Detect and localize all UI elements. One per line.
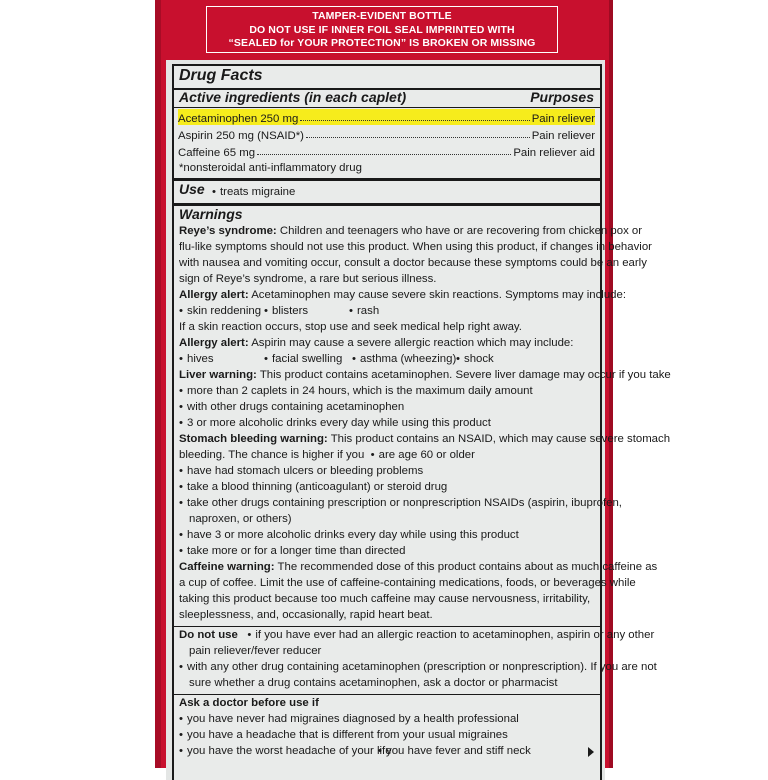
ingredient-purpose: Pain reliever: [531, 130, 595, 142]
ingredient-row: [178, 143, 595, 159]
allergy-alert-text: Acetaminophen may cause severe skin reactions. Symptoms may include:: [251, 289, 626, 301]
list-item: • 3 or more alcoholic drinks every day while using this product: [179, 416, 491, 432]
list-item: • hives: [179, 352, 214, 368]
allergy-alert-text: Aspirin may cause a severe allergic reaction which may include:: [251, 337, 574, 349]
stomach-warning-text: This product contains an NSAID, which may cause severe stomach: [330, 433, 671, 445]
divider: [174, 626, 600, 627]
do-not-use-line: [179, 628, 654, 644]
continue-arrow-icon: [588, 747, 594, 757]
banner-line: DO NOT USE IF INNER FOIL SEAL IMPRINTED WITH: [249, 23, 515, 36]
warning-line: flu-like symptoms should not use this product. When using this product, if changes in behavior: [179, 241, 652, 253]
list-item-cont: naproxen, or others): [189, 513, 292, 525]
leader-dots: [257, 154, 511, 155]
list-item: • take other drugs containing prescription or nonprescription NSAIDs (aspirin, ibuprofen,: [179, 496, 622, 512]
caffeine-warning-text: The recommended dose of this product contains about as much caffeine as: [277, 561, 658, 573]
box-edge: [609, 0, 613, 768]
divider: [174, 694, 600, 695]
nsaid-footnote: *nonsteroidal anti-inflammatory drug: [179, 162, 362, 174]
divider: [174, 178, 600, 181]
ingredient-name: Acetaminophen 250 mg: [178, 113, 299, 125]
warning-line: [179, 560, 657, 576]
warnings-heading: Warnings: [179, 206, 243, 222]
list-item: • facial swelling: [264, 352, 342, 368]
ingredient-name: Aspirin 250 mg (NSAID*): [178, 130, 304, 142]
list-item: • have had stomach ulcers or bleeding problems: [179, 464, 423, 480]
warning-line: [179, 336, 573, 352]
warning-line: [179, 224, 642, 240]
ingredient-name: Caffeine 65 mg: [178, 147, 256, 159]
list-item: • if you have ever had an allergic reaction to acetaminophen, aspirin or any other: [247, 629, 654, 641]
list-item: • blisters: [264, 304, 308, 320]
warning-line: sleeplessness, and, occasionally, rapid heart beat.: [179, 609, 433, 621]
stomach-line2: bleeding. The chance is higher if you: [179, 449, 365, 461]
box-edge: [155, 0, 161, 768]
do-not-use-label: Do not use: [179, 629, 238, 641]
tamper-evident-banner: [206, 6, 558, 53]
ingredient-purpose: Pain reliever aid: [513, 147, 595, 159]
list-item: • with other drugs containing acetaminophen: [179, 400, 404, 416]
warning-line: taking this product because too much caffeine may cause nervousness, irritability,: [179, 593, 591, 605]
list-item: • asthma (wheezing): [352, 352, 456, 368]
caffeine-warning-label: Caffeine warning:: [179, 561, 275, 573]
list-item: • more than 2 caplets in 24 hours, which is the maximum daily amount: [179, 384, 533, 400]
drug-facts-title: Drug Facts: [179, 67, 263, 84]
liver-warning-label: Liver warning:: [179, 369, 257, 381]
list-item: • have 3 or more alcoholic drinks every day while using this product: [179, 528, 519, 544]
active-ingredients-heading: Active ingredients (in each caplet): [179, 89, 407, 105]
banner-line: “SEALED for YOUR PROTECTION” IS BROKEN OR MISSING: [228, 37, 536, 49]
list-item: • you have a headache that is different from your usual migraines: [179, 728, 508, 744]
reye-text: Children and teenagers who have or are recovering from chicken pox or: [279, 225, 643, 237]
divider: [174, 107, 600, 108]
purposes-heading: Purposes: [530, 89, 594, 105]
leader-dots: [300, 120, 529, 121]
list-item: • are age 60 or older: [371, 449, 475, 461]
list-item: • take a blood thinning (anticoagulant) or steroid drug: [179, 480, 447, 496]
list-item: • you have the worst headache of your life: [179, 744, 392, 760]
ask-doctor-label: Ask a doctor before use if: [179, 697, 319, 709]
allergy-alert-label: Allergy alert:: [179, 289, 249, 301]
list-item-cont: sure whether a drug contains acetaminophen, ask a doctor or pharmacist: [189, 677, 558, 689]
allergy-alert-label: Allergy alert:: [179, 337, 249, 349]
banner-line: TAMPER-EVIDENT BOTTLE: [312, 10, 452, 22]
warning-line: [179, 368, 671, 384]
ingredient-row: [178, 126, 595, 142]
warning-line: If a skin reaction occurs, stop use and seek medical help right away.: [179, 321, 522, 333]
warning-line: a cup of coffee. Limit the use of caffeine-containing medications, foods, or beverages while: [179, 577, 636, 589]
list-item: • you have fever and stiff neck: [378, 744, 531, 760]
use-heading: Use: [179, 181, 205, 197]
stomach-warning-label: Stomach bleeding warning:: [179, 433, 328, 445]
list-item: • shock: [456, 352, 494, 368]
warning-line: sign of Reye’s syndrome, a rare but serious illness.: [179, 273, 437, 285]
warning-line: [179, 432, 670, 448]
list-item: • with any other drug containing acetaminophen (prescription or nonprescription). If you are not: [179, 660, 657, 676]
label-panel: [166, 60, 671, 780]
use-text: • treats migraine: [212, 185, 295, 201]
warning-line: with nausea and vomiting occur, consult a doctor because these symptoms could be an early: [179, 257, 647, 269]
warning-line: [179, 448, 475, 464]
list-item: • you have never had migraines diagnosed by a health professional: [179, 712, 519, 728]
list-item-cont: pain reliever/fever reducer: [189, 645, 322, 657]
list-item: • skin reddening: [179, 304, 261, 320]
reye-label: Reye’s syndrome:: [179, 225, 277, 237]
product-box: [155, 0, 671, 768]
list-item: • rash: [349, 304, 379, 320]
leader-dots: [306, 137, 530, 138]
warning-line: [179, 288, 626, 304]
ingredient-purpose: Pain reliever: [531, 113, 595, 125]
list-item: • take more or for a longer time than directed: [179, 544, 405, 560]
ingredient-row: [178, 109, 595, 125]
drug-facts-label: [172, 64, 671, 780]
liver-warning-text: This product contains acetaminophen. Severe liver damage may occur if you take: [259, 369, 671, 381]
